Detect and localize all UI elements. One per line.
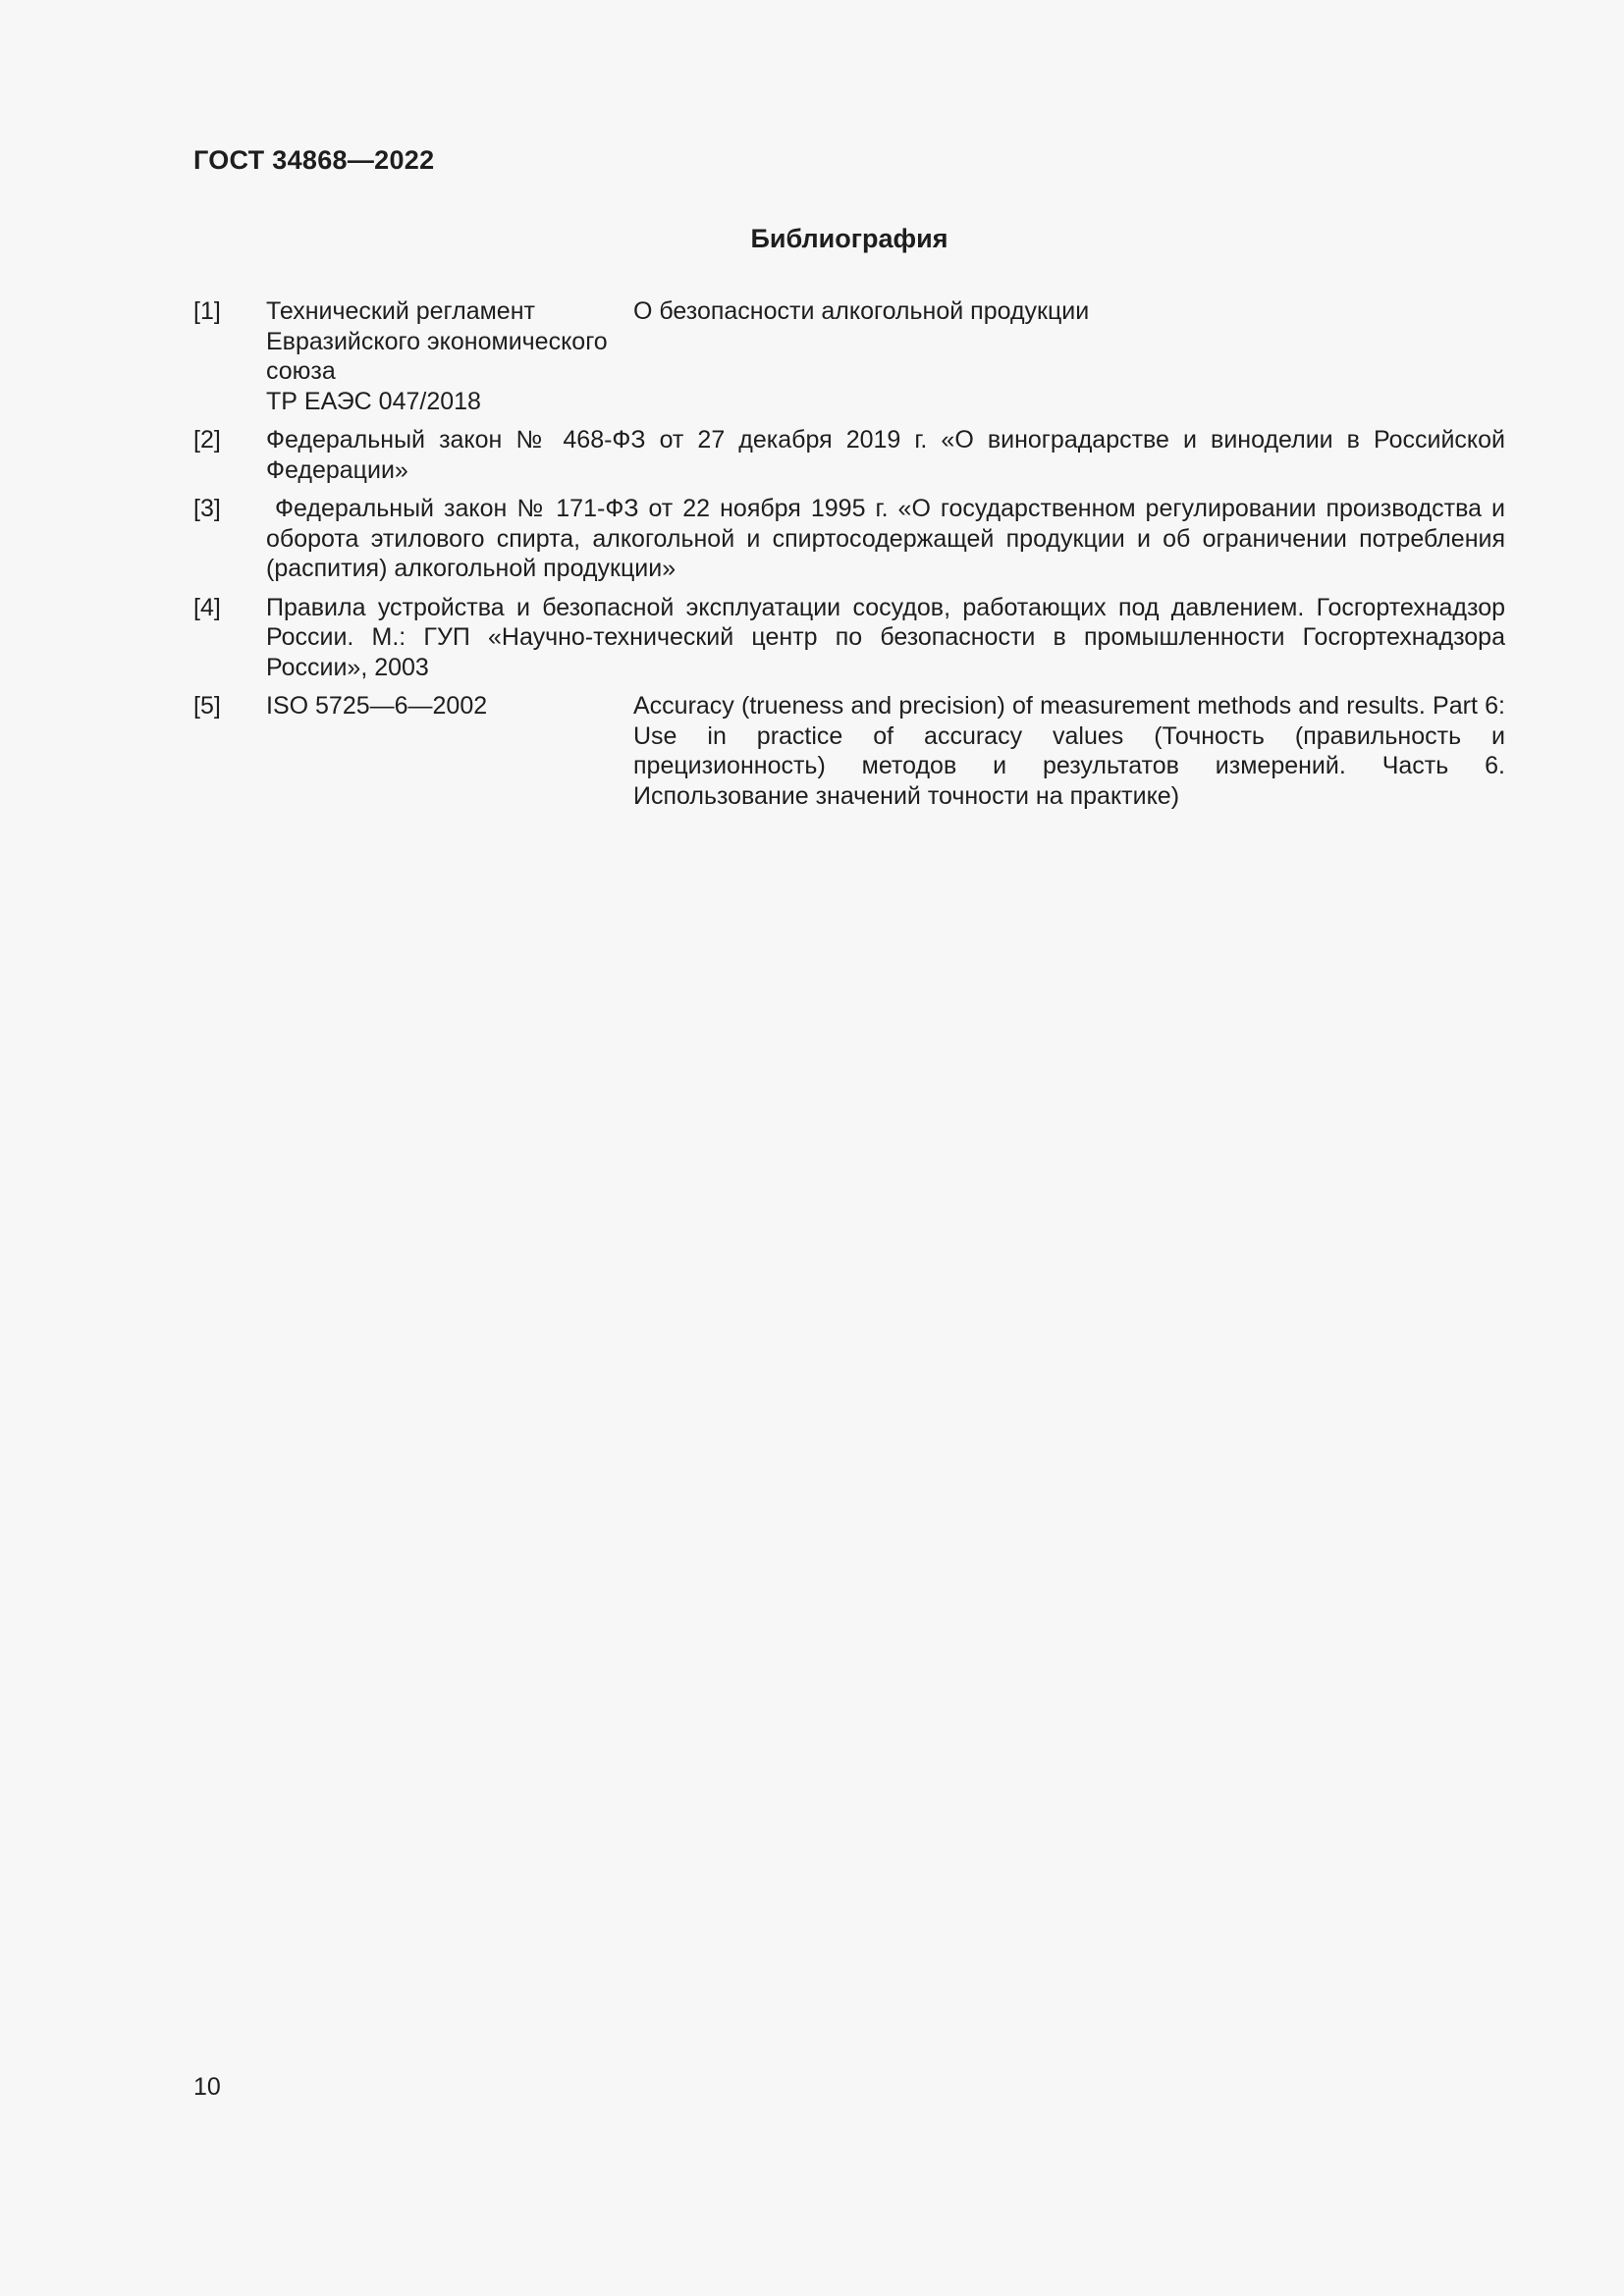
section-title: Библиография	[750, 224, 948, 253]
entry-number: [1]	[193, 297, 221, 325]
entry-reference: ISO 5725—6—2002	[266, 692, 488, 720]
page-number: 10	[193, 2073, 221, 2101]
entry-reference-line: Евразийского экономического	[266, 327, 608, 355]
entry-text: Федеральный закон № 171-ФЗ от 22 ноября 1995 г. «О государственном регулировании производства и оборота этилового спирта, алкогольной и спиртосодержащей продукции и об ограничении потребления (распития) алкогольной продукции»	[266, 495, 1505, 582]
bibliography-entry-5	[193, 691, 1505, 811]
entry-title: Accuracy (trueness and precision) of measurement methods and results. Part 6: Use in practice of accuracy values (Точность (правильность и прецизионность) методов и результатов измерений. Часть 6. Использование значений точности на практике)	[633, 692, 1505, 810]
bibliography-entry-4	[193, 593, 1505, 683]
bibliography-entry-1	[193, 296, 1505, 416]
entry-text: Правила устройства и безопасной эксплуатации сосудов, работающих под давлением. Госгортехнадзор России. М.: ГУП «Научно-технический центр по безопасности в промышленности Госгортехнадзора России», 2003	[266, 593, 1505, 681]
standard-code-header: ГОСТ 34868—2022	[193, 145, 435, 175]
entry-number: [5]	[193, 692, 221, 720]
entry-reference-line: Технический регламент	[266, 297, 535, 325]
bibliography-entry-2	[193, 425, 1505, 485]
entry-title: О безопасности алкогольной продукции	[633, 297, 1090, 325]
entry-number: [2]	[193, 426, 221, 454]
entry-number: [3]	[193, 495, 221, 522]
bibliography-list	[193, 296, 1505, 820]
entry-reference-line: союза	[266, 357, 336, 385]
entry-reference-line: ТР ЕАЭС 047/2018	[266, 387, 481, 415]
bibliography-entry-3	[193, 494, 1505, 584]
entry-reference	[266, 296, 620, 416]
entry-text: Федеральный закон № 468-ФЗ от 27 декабря 2019 г. «О виноградарстве и виноделии в Российской Федерации»	[266, 426, 1505, 484]
entry-number: [4]	[193, 593, 221, 621]
